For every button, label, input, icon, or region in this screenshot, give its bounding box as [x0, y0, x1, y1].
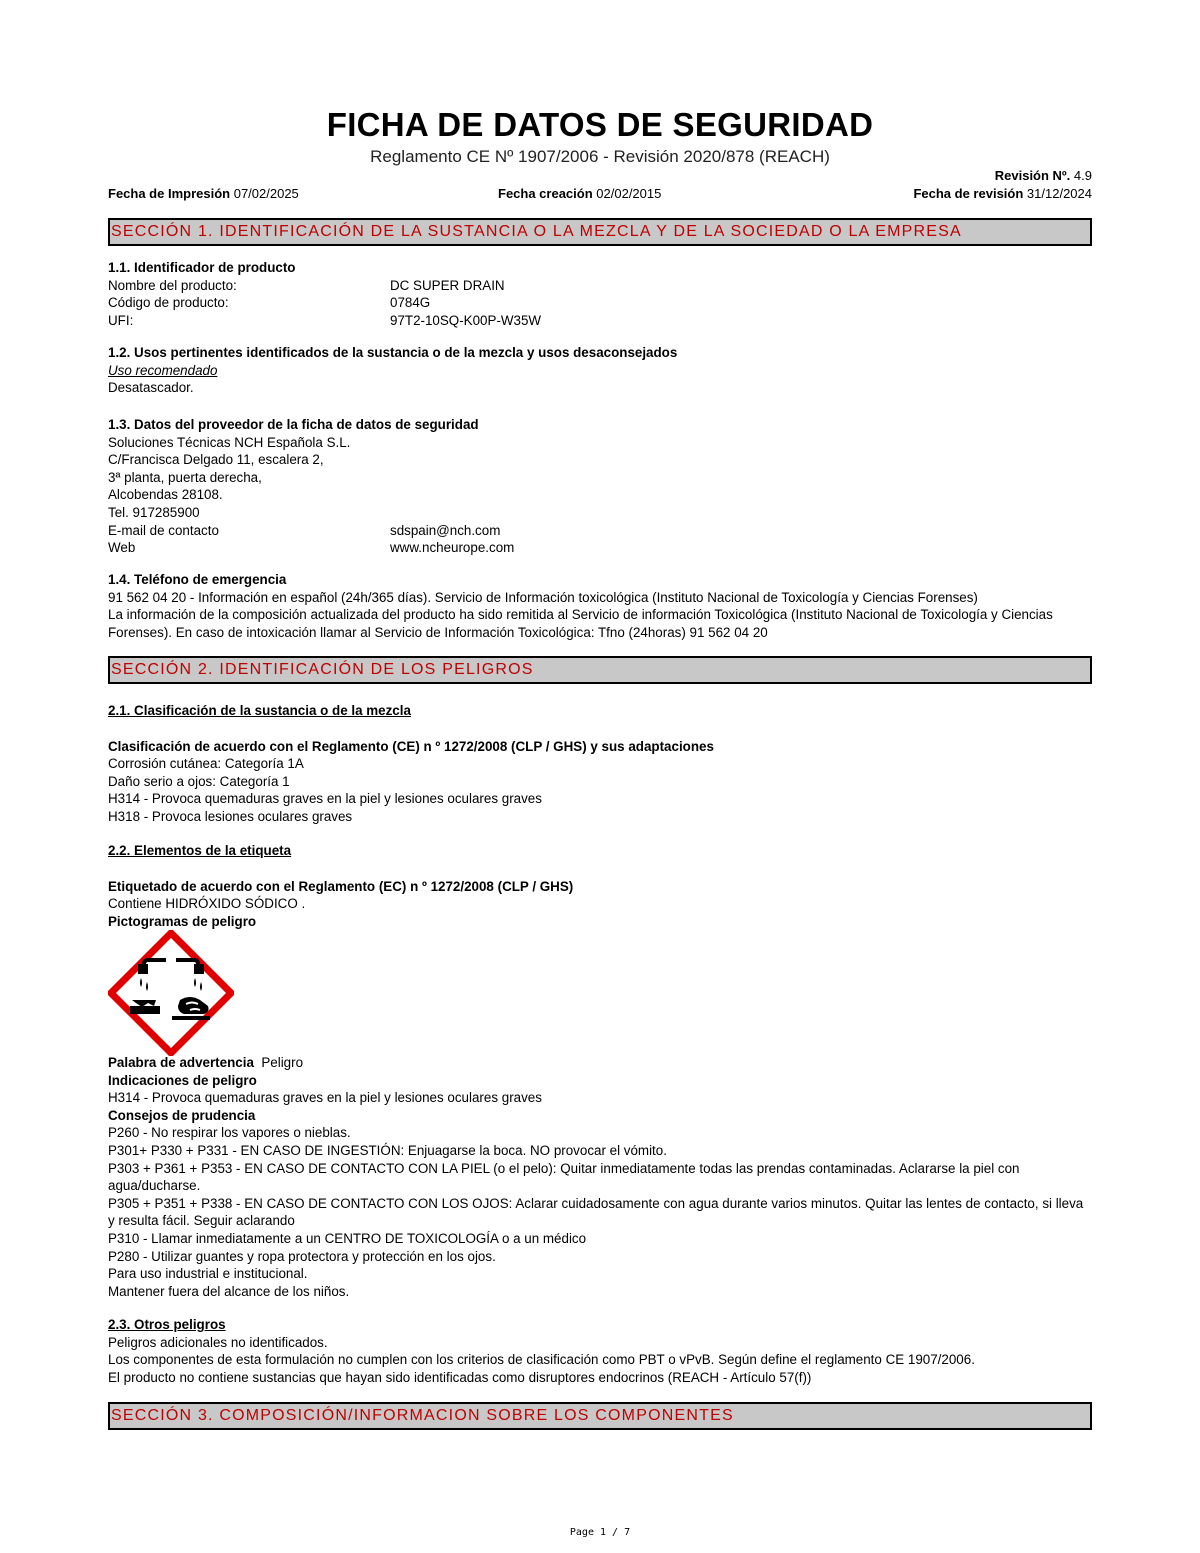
creation-date-label: Fecha creación	[498, 186, 593, 201]
creation-date	[498, 186, 661, 201]
section-1-title: SECCIÓN 1. IDENTIFICACIÓN DE LA SUSTANCIA O LA MEZCLA Y DE LA SOCIEDAD O LA EMPRESA	[111, 223, 962, 240]
precautionary-statement: Mantener fuera del alcance de los niños.	[108, 1283, 350, 1299]
web-link[interactable]: www.ncheurope.com	[390, 540, 515, 556]
precautionary-statement: P310 - Llamar inmediatamente a un CENTRO DE TOXICOLOGÍA o a un médico	[108, 1230, 587, 1246]
revision-number-label: Revisión Nº.	[994, 168, 1071, 183]
heading-2-1: 2.1. Clasificación de la sustancia o de la mezcla	[108, 703, 411, 718]
labelling-heading: Etiquetado de acuerdo con el Reglamento (EC) n º 1272/2008 (CLP / GHS)	[108, 878, 574, 894]
creation-date-value: 02/02/2015	[596, 186, 662, 201]
email-label: E-mail de contacto	[108, 522, 219, 538]
classification-line: Daño serio a ojos: Categoría 1	[108, 773, 290, 789]
recommended-use-value: Desatascador.	[108, 380, 194, 396]
email-link[interactable]: sdspain@nch.com	[390, 522, 501, 538]
web-label: Web	[108, 540, 136, 556]
precautionary-statement: P305 + P351 + P338 - EN CASO DE CONTACTO CON LOS OJOS: Aclarar cuidadosamente con agua durante varios minutos. Quitar las lentes de contacto, si lleva y resulta fácil. Seguir aclarando	[108, 1195, 1084, 1229]
page-number: Page 1 / 7	[569, 1527, 631, 1538]
section-2-3	[108, 1316, 1092, 1386]
web-row	[108, 539, 1092, 557]
precautionary-statement: P260 - No respirar los vapores o nieblas.	[108, 1125, 351, 1141]
precautionary-statement: P301+ P330 + P331 - EN CASO DE INGESTIÓN: Enjuagarse la boca. NO provocar el vómito.	[108, 1142, 667, 1158]
precautionary-statements-label: Consejos de prudencia	[108, 1107, 256, 1123]
heading-1-2: 1.2. Usos pertinentes identificados de la sustancia o de la mezcla y usos desaconsejados	[108, 345, 678, 360]
heading-1-1: 1.1. Identificador de producto	[108, 260, 296, 275]
signal-word-label: Palabra de advertencia	[108, 1055, 254, 1070]
recommended-use-label: Uso recomendado	[108, 362, 218, 378]
other-hazards-line: Los componentes de esta formulación no cumplen con los criterios de clasificación como PBT o vPvB. Según define el reglamento CE 1907/2006.	[108, 1352, 975, 1368]
section-2-header	[108, 656, 1092, 684]
heading-2-2: 2.2. Elementos de la etiqueta	[108, 843, 292, 858]
ghs05-corrosion-icon	[108, 930, 234, 1056]
contains-line: Contiene HIDRÓXIDO SÓDICO .	[108, 896, 306, 912]
hazard-statements-label: Indicaciones de peligro	[108, 1072, 257, 1088]
supplier-line: Tel. 917285900	[108, 504, 200, 520]
revision-number	[995, 168, 1092, 183]
product-name-value: DC SUPER DRAIN	[390, 277, 505, 293]
precautionary-statement: P280 - Utilizar guantes y ropa protectora y protección en los ojos.	[108, 1248, 496, 1264]
ufi-label: UFI:	[108, 312, 134, 328]
classification-line: H318 - Provoca lesiones oculares graves	[108, 808, 353, 824]
email-row	[108, 522, 1092, 540]
document-subtitle: Reglamento CE Nº 1907/2006 - Revisión 2020/878 (REACH)	[370, 147, 830, 166]
revision-date	[913, 186, 1092, 201]
section-1-3	[108, 416, 1092, 557]
emergency-line-2: La información de la composición actualizada del producto ha sido remitida al Servicio de información Toxicológica (Instituto Nacional de Toxicología y Ciencias Forenses). En caso de intoxicación llamar al Servicio de Información Toxicológica: Tfno (24horas) 91 562 04 20	[108, 607, 1053, 640]
ufi-value: 97T2-10SQ-K00P-W35W	[390, 312, 542, 328]
product-code-row	[108, 294, 1092, 312]
document-title: FICHA DE DATOS DE SEGURIDAD	[326, 106, 874, 143]
revision-date-label: Fecha de revisión	[913, 186, 1024, 201]
section-2-1	[108, 702, 1092, 826]
supplier-line: Alcobendas 28108.	[108, 487, 223, 503]
emergency-line-1: 91 562 04 20 - Información en español (24h/365 días). Servicio de Información toxicológica (Instituto Nacional de Toxicología y Ciencias Forenses)	[108, 589, 978, 605]
heading-1-4: 1.4. Teléfono de emergencia	[108, 572, 287, 587]
product-code-value: 0784G	[390, 295, 431, 311]
print-date-value: 07/02/2025	[233, 186, 299, 201]
classification-line: Corrosión cutánea: Categoría 1A	[108, 756, 304, 772]
signal-word-row	[108, 1054, 1092, 1072]
section-2-2	[108, 842, 1092, 930]
section-1-header	[108, 218, 1092, 246]
heading-2-3: 2.3. Otros peligros	[108, 1317, 226, 1332]
supplier-line: Soluciones Técnicas NCH Española S.L.	[108, 434, 351, 450]
print-date	[108, 186, 299, 201]
precautionary-statement: Para uso industrial e institucional.	[108, 1266, 308, 1282]
product-name-row	[108, 277, 1092, 295]
other-hazards-line: Peligros adicionales no identificados.	[108, 1334, 328, 1350]
section-1-4	[108, 571, 1092, 641]
revision-date-value: 31/12/2024	[1026, 186, 1092, 201]
section-2-title: SECCIÓN 2. IDENTIFICACIÓN DE LOS PELIGROS	[111, 661, 534, 678]
supplier-line: C/Francisca Delgado 11, escalera 2,	[108, 452, 324, 468]
revision-number-value: 4.9	[1073, 168, 1092, 183]
signal-word-value: Peligro	[261, 1055, 304, 1070]
product-name-label: Nombre del producto:	[108, 277, 237, 293]
section-1-2	[108, 344, 1092, 397]
section-2-2-label-elements	[108, 1054, 1092, 1300]
classification-heading: Clasificación de acuerdo con el Reglamento (CE) n º 1272/2008 (CLP / GHS) y sus adaptaciones	[108, 738, 714, 754]
heading-1-3: 1.3. Datos del proveedor de la ficha de datos de seguridad	[108, 417, 479, 432]
ufi-row	[108, 312, 1092, 330]
pictograms-label: Pictogramas de peligro	[108, 913, 257, 929]
section-3-title: SECCIÓN 3. COMPOSICIÓN/INFORMACION SOBRE LOS COMPONENTES	[111, 1407, 734, 1424]
classification-line: H314 - Provoca quemaduras graves en la piel y lesiones oculares graves	[108, 791, 542, 807]
supplier-line: 3ª planta, puerta derecha,	[108, 469, 262, 485]
other-hazards-line: El producto no contiene sustancias que hayan sido identificadas como disruptores endocrinos (REACH - Artículo 57(f))	[108, 1369, 812, 1385]
print-date-label: Fecha de Impresión	[108, 186, 231, 201]
hazard-statement: H314 - Provoca quemaduras graves en la piel y lesiones oculares graves	[108, 1090, 542, 1106]
section-1-1	[108, 259, 1092, 329]
precautionary-statement: P303 + P361 + P353 - EN CASO DE CONTACTO CON LA PIEL (o el pelo): Quitar inmediatamente todas las prendas contaminadas. Aclararse la piel con agua/ducharse.	[108, 1160, 1020, 1194]
product-code-label: Código de producto:	[108, 295, 229, 311]
section-3-header	[108, 1402, 1092, 1430]
